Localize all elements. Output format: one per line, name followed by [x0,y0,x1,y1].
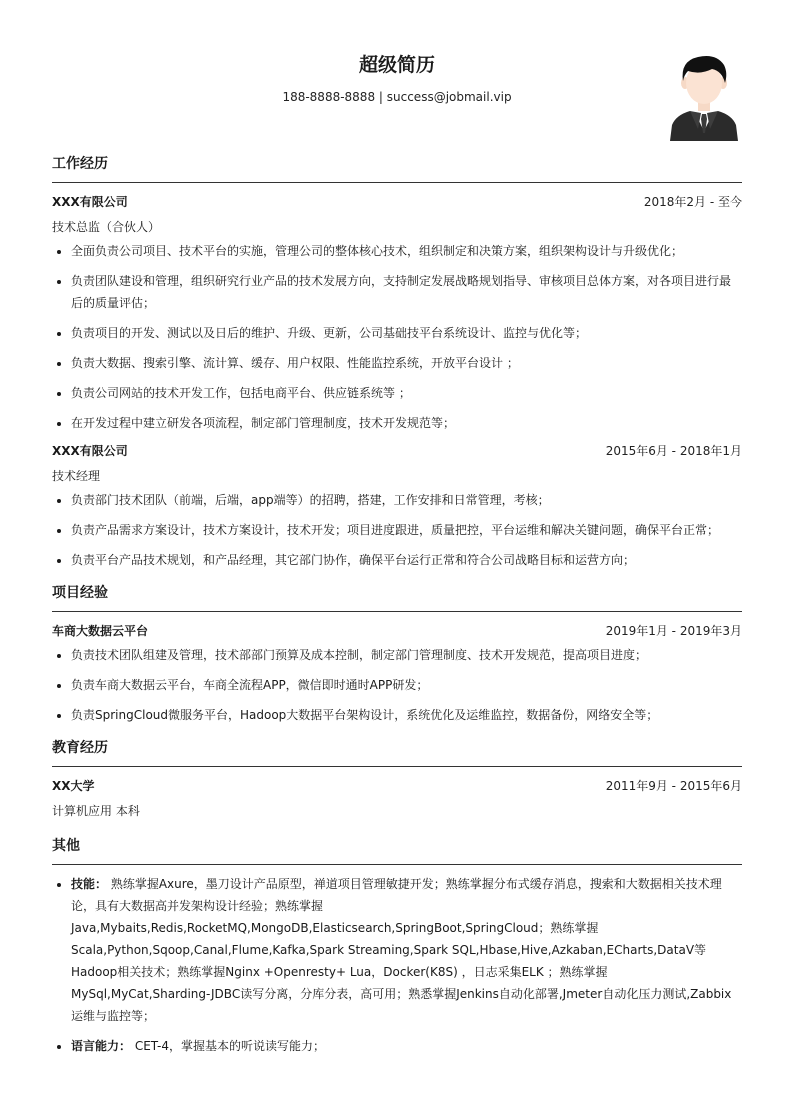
contact-info: 188-8888-8888 | success@jobmail.vip [282,90,512,104]
project-name: 车商大数据云平台 [52,624,149,638]
language-label: 语言能力： [71,1039,132,1053]
list-item [71,873,742,1027]
project-date: 2019年1月 - 2019年3月 [605,624,742,638]
resume-content [52,152,742,1065]
section-title-work: 工作经历 [52,152,742,183]
job-duties [52,489,742,571]
job-role: 技术经理 [52,469,101,483]
list-item: • 负责团队建设和管理，组织研究行业产品的技术发展方向，支持制定发展战略规划指导、审核项目总体方案，对各项目进行最后的质量评估； [71,270,742,314]
section-title-project: 项目经验 [52,581,742,612]
list-item: • 负责SpringCloud微服务平台，Hadoop大数据平台架构设计，系统优化及运维监控，数据备份，网络安全等； [71,704,742,726]
job-entry [52,442,742,571]
list-item: • 在开发过程中建立研发各项流程，制定部门管理制度，技术开发规范等； [71,412,742,434]
list-item: • 负责平台产品技术规划，和产品经理，其它部门协作，确保平台运行正常和符合公司战略目标和运营方向； [71,549,742,571]
project-header [52,622,742,640]
job-company: XXX有限公司 [52,195,128,209]
skills-text: 熟练掌握Axure，墨刀设计产品原型，禅道项目管理敏捷开发；熟练掌握分布式缓存消息，搜索和大数据相关技术理论，具有大数据高并发架构设计经验；熟练掌握Java,Mybaits,Redis,RocketMQ,MongoDB,Elasticsearch,SpringBoot,SpringCloud；熟练掌握Scala,Python,Sqoop,Canal,Flume,Kafka,Spark Streaming,Spark SQL,Hbase,Hive,Azkaban,ECharts,DataV等Hadoop相关技术；熟练掌握Nginx +Openresty+ Lua，Docker(K8S) ，日志采集ELK ；熟练掌握MySql,MyCat,Sharding-JDBC读写分离，分库分表，高可用；熟悉掌握Jenkins自动化部署,Jmeter自动化压力测试,Zabbix运维与监控等； [71,877,732,1023]
job-date: 2018年2月 - 至今 [643,195,742,209]
candidate-name: 超级简历 [358,54,435,76]
language-text: CET-4，掌握基本的听说读写能力； [131,1039,325,1053]
job-company: XXX有限公司 [52,444,128,458]
avatar-icon [668,53,740,141]
list-item: • 负责项目的开发、测试以及日后的维护、升级、更新，公司基础技平台系统设计、监控与优化等； [71,322,742,344]
job-entry [52,193,742,434]
work-section [52,152,742,571]
job-header [52,442,742,460]
education-date: 2011年9月 - 2015年6月 [605,779,742,793]
education-section [52,736,742,820]
education-school: XX大学 [52,779,95,793]
job-header [52,193,742,211]
list-item: • 负责大数据、搜索引擎、流计算、缓存、用户权限、性能监控系统，开放平台设计 ； [71,352,742,374]
other-section [52,834,742,1057]
list-item: • 全面负责公司项目、技术平台的实施，管理公司的整体核心技术，组织制定和决策方案，组织架构设计与升级优化； [71,240,742,262]
education-major: 计算机应用 本科 [52,804,140,818]
job-role: 技术总监（合伙人） [52,220,161,234]
project-duties [52,644,742,726]
education-header [52,777,742,795]
section-title-education: 教育经历 [52,736,742,767]
list-item: • 负责技术团队组建及管理，技术部部门预算及成本控制，制定部门管理制度、技术开发规范，提高项目进度； [71,644,742,666]
list-item: • 负责公司网站的技术开发工作，包括电商平台、供应链系统等 ； [71,382,742,404]
section-title-other: 其他 [52,834,742,865]
other-list [52,873,742,1057]
skills-label: 技能： [71,877,108,891]
list-item: • 负责车商大数据云平台，车商全流程APP，微信即时通时APP研发； [71,674,742,696]
project-section [52,581,742,726]
job-date: 2015年6月 - 2018年1月 [605,444,742,458]
job-duties [52,240,742,434]
list-item: • 负责部门技术团队（前端，后端，app端等）的招聘，搭建，工作安排和日常管理，考核； [71,489,742,511]
list-item [71,1035,742,1057]
list-item: • 负责产品需求方案设计，技术方案设计，技术开发；项目进度跟进，质量把控，平台运维和解决关键问题，确保平台正常； [71,519,742,541]
